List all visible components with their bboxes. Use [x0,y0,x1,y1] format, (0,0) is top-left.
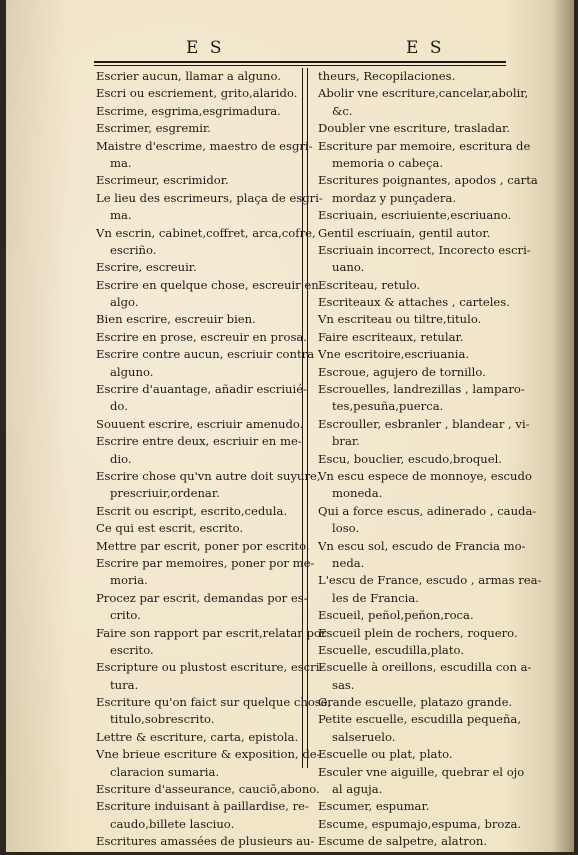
dictionary-line: Escueil plein de rochers, roquero. [318,625,518,640]
header-rule [94,61,506,63]
dictionary-line: algo. [110,295,139,310]
dictionary-line: Escriuain, escriuiente,escriuano. [318,208,512,223]
dictionary-line: loso. [332,521,360,536]
dictionary-line: Abolir vne escriture,cancelar,abolir, [318,86,529,101]
right-column [318,68,542,851]
dictionary-line: Escrouelles, landrezillas , lamparo- [318,382,525,397]
dictionary-line: Escriteau, retulo. [318,277,421,292]
dictionary-line: Escri ou escriement, grito,alarido. [96,86,298,101]
dictionary-line: Escriteaux & attaches , carteles. [318,295,510,310]
running-header [6,38,574,60]
dictionary-line: do. [110,399,128,414]
dictionary-line: sas. [332,677,355,692]
dictionary-line: Escrimeur, escrimidor. [96,173,229,188]
dictionary-line: Escrire par memoires, poner por me- [96,555,315,570]
dictionary-line: uano. [332,260,365,275]
dictionary-line: theurs, Recopilaciones. [318,69,456,83]
dictionary-line: Vne brieue escriture & exposition, de- [96,747,321,762]
dictionary-line: Esculer vne aiguille, quebrar el ojo [318,764,525,779]
dictionary-line: Escritures amassées de plusieurs au- [96,834,315,849]
dictionary-line: Escritures poignantes, apodos , carta [318,173,538,188]
dictionary-line: crito. [110,608,141,623]
dictionary-line: neda. [332,555,365,570]
dictionary-line: Escu, bouclier, escudo,broquel. [318,451,502,466]
dictionary-line: Escrouller, esbranler , blandear , vi- [318,416,530,431]
dictionary-line: Escrit ou escript, escrito,cedula. [96,503,288,518]
dictionary-line: memoria o cabeça. [332,155,444,170]
dictionary-line: titulo,sobrescrito. [110,712,215,727]
dictionary-line: Escuelle, escudilla,plato. [318,642,464,657]
dictionary-line: Gentil escriuain, gentil autor. [318,225,491,240]
dictionary-line: Escueil, peñol,peñon,roca. [318,608,474,623]
dictionary-line: escriño. [110,242,157,257]
dictionary-line: Faire son rapport par escrit,relatar por [96,625,327,640]
dictionary-line: tura. [110,677,139,692]
dictionary-line: Maistre d'escrime, maestro de esgri- [96,138,313,153]
dictionary-line: Vn escu espece de monnoye, escudo [318,468,532,483]
dictionary-line: mordaz y punçadera. [332,190,457,205]
page-edge-shadow [552,0,574,852]
dictionary-line: Escriture d'asseurance, cauciō,abono. [96,782,320,797]
dictionary-line: Mettre par escrit, poner por escrito. [96,538,310,553]
dictionary-line: ma. [110,208,132,223]
dictionary-line: Lettre & escriture, carta, epistola. [96,729,299,744]
dictionary-line: brar. [332,434,360,449]
dictionary-line: caudo,billete lasciuo. [110,816,235,831]
header-left: E S [186,38,225,58]
dictionary-line: escrito. [110,642,154,657]
dictionary-line: Escriuain incorrect, Incorecto escri- [318,242,531,257]
dictionary-line: Petite escuelle, escudilla pequeña, [318,712,522,727]
dictionary-line: al aguja. [332,782,383,797]
dictionary-line: tes,pesuña,puerca. [332,399,444,414]
dictionary-line: Escrire chose qu'vn autre doit suyure, [96,468,321,483]
dictionary-line: dio. [110,451,132,466]
dictionary-line: Escrimer, esgremir. [96,121,211,136]
dictionary-line: Bien escrire, escreuir bien. [96,312,256,327]
dictionary-line: &c. [332,103,353,118]
left-column [96,68,332,851]
dictionary-line: Vn escriteau ou tiltre,titulo. [318,312,482,327]
dictionary-line: Escrire en prose, escreuir en prosa. [96,329,307,344]
dictionary-line: Escrime, esgrima,esgrimadura. [96,103,281,118]
dictionary-line: Grande escuelle, platazo grande. [318,695,513,710]
dictionary-line: Escrire entre deux, escriuir en me- [96,434,302,449]
dictionary-line: Faire escriteaux, retular. [318,329,464,344]
dictionary-line: Escumer, espumar. [318,799,430,814]
dictionary-line: alguno. [110,364,154,379]
dictionary-line: Le lieu des escrimeurs, plaça de esgri- [96,190,323,205]
dictionary-line: Escume de salpetre, alatron. [318,834,488,849]
dictionary-line: Escripture ou plustost escriture, escri- [96,660,324,675]
dictionary-line: Escuelle ou plat, plato. [318,747,453,762]
header-right: E S [406,38,445,58]
dictionary-line: les de Francia. [332,590,419,605]
dictionary-line: Escrire, escreuir. [96,260,197,275]
dictionary-line: Doubler vne escriture, trasladar. [318,121,510,136]
dictionary-line: moria. [110,573,148,588]
dictionary-line: claracion sumaria. [110,764,220,779]
dictionary-line: Escume, espumajo,espuma, broza. [318,816,522,831]
dictionary-line: Escrier aucun, llamar a alguno. [96,69,281,83]
dictionary-line: L'escu de France, escudo , armas rea- [318,573,542,588]
dictionary-line: Vn escu sol, escudo de Francia mo- [318,538,526,553]
dictionary-line: Escriture induisant à paillardise, re- [96,799,309,814]
dictionary-line: Escuelle à oreillons, escudilla con a- [318,660,532,675]
dictionary-line: Escroue, agujero de tornillo. [318,364,486,379]
dictionary-line: Qui a force escus, adinerado , cauda- [318,503,537,518]
dictionary-line: Ce qui est escrit, escrito. [96,521,244,536]
dictionary-line: salseruelo. [332,729,396,744]
dictionary-line: ma. [110,155,132,170]
dictionary-line: Vn escrin, cabinet,coffret, arca,cofre, [96,225,316,240]
header-rule-thin [94,65,506,66]
book-page [6,0,574,852]
dictionary-line: Vne escritoire,escriuania. [318,347,470,362]
dictionary-line: Escriture qu'on faict sur quelque chose, [96,695,332,710]
dictionary-line: Souuent escrire, escriuir amenudo. [96,416,304,431]
dictionary-line: Escrire contre aucun, escriuir contra [96,347,315,362]
dictionary-line: Escrire d'auantage, añadir escriuié- [96,382,307,397]
dictionary-line: prescriuir,ordenar. [110,486,220,501]
dictionary-line: Escriture par memoire, escritura de [318,138,531,153]
dictionary-line: Procez par escrit, demandas por es- [96,590,308,605]
dictionary-line: moneda. [332,486,383,501]
dictionary-line: Escrire en quelque chose, escreuir en [96,277,319,292]
